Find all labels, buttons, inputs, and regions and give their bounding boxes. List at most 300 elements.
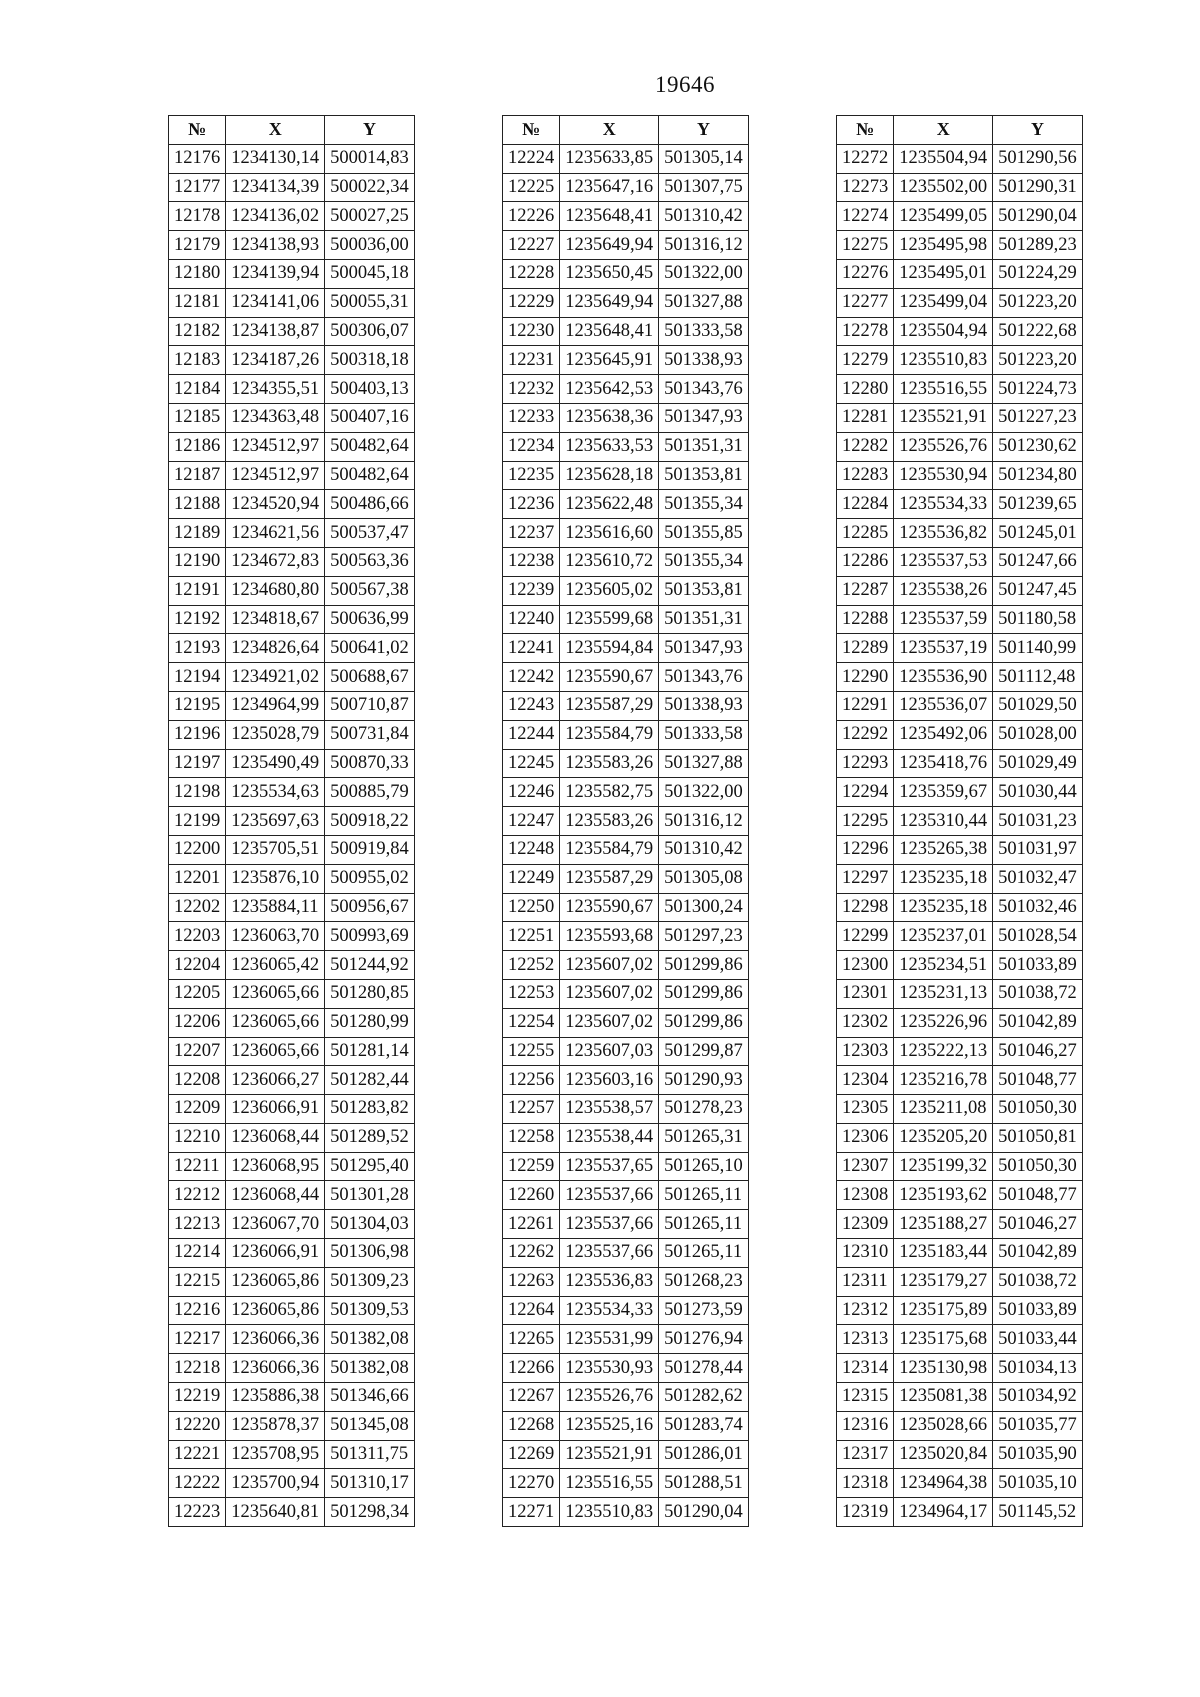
cell-x: 1234512,97 <box>226 432 325 461</box>
cell-y: 501038,72 <box>993 1267 1083 1296</box>
cell-y: 501351,31 <box>659 432 749 461</box>
coordinate-table-1 <box>168 115 415 1527</box>
cell-x: 1234136,02 <box>226 202 325 231</box>
cell-y: 501327,88 <box>659 749 749 778</box>
cell-x: 1235504,94 <box>894 144 993 173</box>
cell-x: 1235495,98 <box>894 231 993 260</box>
table-row <box>169 951 415 980</box>
cell-no: 12189 <box>169 519 226 548</box>
cell-y: 500956,67 <box>325 893 415 922</box>
cell-y: 500036,00 <box>325 231 415 260</box>
cell-x: 1235587,29 <box>560 691 659 720</box>
cell-y: 501029,49 <box>993 749 1083 778</box>
cell-x: 1235222,13 <box>894 1037 993 1066</box>
cell-no: 12263 <box>503 1267 560 1296</box>
cell-x: 1234680,80 <box>226 576 325 605</box>
table-row <box>837 1296 1083 1325</box>
cell-y: 501145,52 <box>993 1498 1083 1527</box>
cell-no: 12295 <box>837 807 894 836</box>
table-row <box>503 519 749 548</box>
cell-no: 12197 <box>169 749 226 778</box>
table-row <box>169 1037 415 1066</box>
cell-y: 501333,58 <box>659 720 749 749</box>
cell-x: 1235700,94 <box>226 1469 325 1498</box>
table-row <box>169 1354 415 1383</box>
cell-x: 1235648,41 <box>560 317 659 346</box>
cell-x: 1235537,66 <box>560 1210 659 1239</box>
cell-no: 12191 <box>169 576 226 605</box>
cell-y: 501316,12 <box>659 231 749 260</box>
cell-x: 1235510,83 <box>894 346 993 375</box>
table-row <box>169 1181 415 1210</box>
cell-x: 1235884,11 <box>226 893 325 922</box>
table-row <box>503 432 749 461</box>
cell-x: 1235538,57 <box>560 1095 659 1124</box>
cell-no: 12270 <box>503 1469 560 1498</box>
cell-no: 12257 <box>503 1095 560 1124</box>
cell-no: 12231 <box>503 346 560 375</box>
cell-x: 1234621,56 <box>226 519 325 548</box>
cell-y: 500403,13 <box>325 375 415 404</box>
table-row <box>503 893 749 922</box>
table-row <box>837 807 1083 836</box>
cell-x: 1235590,67 <box>560 663 659 692</box>
cell-y: 501280,99 <box>325 1008 415 1037</box>
table-row <box>837 605 1083 634</box>
cell-no: 12262 <box>503 1239 560 1268</box>
cell-no: 12213 <box>169 1210 226 1239</box>
cell-x: 1235603,16 <box>560 1066 659 1095</box>
cell-x: 1236065,66 <box>226 979 325 1008</box>
table-row <box>837 1123 1083 1152</box>
cell-x: 1235237,01 <box>894 922 993 951</box>
table-row <box>169 288 415 317</box>
header-y: Y <box>659 116 749 145</box>
table-row <box>169 490 415 519</box>
cell-no: 12186 <box>169 432 226 461</box>
cell-y: 501028,00 <box>993 720 1083 749</box>
cell-no: 12222 <box>169 1469 226 1498</box>
table-row <box>837 1095 1083 1124</box>
cell-no: 12193 <box>169 634 226 663</box>
cell-x: 1234964,99 <box>226 691 325 720</box>
table-row <box>503 461 749 490</box>
table-row <box>503 231 749 260</box>
cell-no: 12312 <box>837 1296 894 1325</box>
cell-x: 1235521,91 <box>560 1440 659 1469</box>
table-row <box>503 1411 749 1440</box>
cell-y: 501033,89 <box>993 951 1083 980</box>
cell-x: 1236066,36 <box>226 1354 325 1383</box>
cell-y: 501265,31 <box>659 1123 749 1152</box>
cell-no: 12311 <box>837 1267 894 1296</box>
header-no: № <box>503 116 560 145</box>
cell-no: 12306 <box>837 1123 894 1152</box>
cell-no: 12204 <box>169 951 226 980</box>
table-row <box>503 663 749 692</box>
cell-x: 1234134,39 <box>226 173 325 202</box>
cell-x: 1235705,51 <box>226 835 325 864</box>
cell-x: 1235531,99 <box>560 1325 659 1354</box>
table-row <box>837 1411 1083 1440</box>
table-row <box>503 1296 749 1325</box>
cell-y: 501265,11 <box>659 1210 749 1239</box>
cell-x: 1235211,08 <box>894 1095 993 1124</box>
cell-x: 1235175,89 <box>894 1296 993 1325</box>
table-row <box>169 1239 415 1268</box>
cell-y: 501050,30 <box>993 1152 1083 1181</box>
cell-x: 1236063,70 <box>226 922 325 951</box>
table-row <box>503 1325 749 1354</box>
table-row <box>503 1267 749 1296</box>
table-row <box>837 547 1083 576</box>
cell-x: 1236065,66 <box>226 1037 325 1066</box>
cell-y: 501306,98 <box>325 1239 415 1268</box>
header-x: X <box>560 116 659 145</box>
cell-y: 501290,04 <box>993 202 1083 231</box>
cell-x: 1234139,94 <box>226 259 325 288</box>
cell-x: 1235516,55 <box>560 1469 659 1498</box>
table-row <box>837 922 1083 951</box>
table-row <box>503 1239 749 1268</box>
table-row <box>503 778 749 807</box>
cell-y: 501347,93 <box>659 403 749 432</box>
cell-no: 12290 <box>837 663 894 692</box>
cell-y: 501355,34 <box>659 490 749 519</box>
cell-y: 501355,34 <box>659 547 749 576</box>
cell-no: 12185 <box>169 403 226 432</box>
cell-no: 12180 <box>169 259 226 288</box>
table-row <box>169 720 415 749</box>
table-row <box>503 1037 749 1066</box>
cell-no: 12217 <box>169 1325 226 1354</box>
cell-no: 12243 <box>503 691 560 720</box>
table-row <box>503 1123 749 1152</box>
cell-x: 1235605,02 <box>560 576 659 605</box>
cell-y: 501112,48 <box>993 663 1083 692</box>
cell-y: 501347,93 <box>659 634 749 663</box>
table-row <box>169 1411 415 1440</box>
table-row <box>837 403 1083 432</box>
cell-x: 1234826,64 <box>226 634 325 663</box>
table-row <box>169 605 415 634</box>
cell-y: 500885,79 <box>325 778 415 807</box>
cell-no: 12229 <box>503 288 560 317</box>
cell-y: 501033,89 <box>993 1296 1083 1325</box>
cell-y: 500710,87 <box>325 691 415 720</box>
cell-y: 501322,00 <box>659 778 749 807</box>
cell-x: 1235607,02 <box>560 979 659 1008</box>
cell-y: 501230,62 <box>993 432 1083 461</box>
table-row <box>503 490 749 519</box>
cell-y: 500407,16 <box>325 403 415 432</box>
cell-y: 501289,23 <box>993 231 1083 260</box>
cell-x: 1235265,38 <box>894 835 993 864</box>
table-row <box>837 1239 1083 1268</box>
cell-x: 1235536,07 <box>894 691 993 720</box>
cell-x: 1235642,53 <box>560 375 659 404</box>
cell-x: 1235183,44 <box>894 1239 993 1268</box>
cell-y: 501234,80 <box>993 461 1083 490</box>
cell-no: 12296 <box>837 835 894 864</box>
cell-x: 1235205,20 <box>894 1123 993 1152</box>
cell-no: 12250 <box>503 893 560 922</box>
table-row <box>503 202 749 231</box>
cell-no: 12267 <box>503 1383 560 1412</box>
table-row <box>169 1440 415 1469</box>
cell-no: 12254 <box>503 1008 560 1037</box>
cell-x: 1235020,84 <box>894 1440 993 1469</box>
cell-y: 501295,40 <box>325 1152 415 1181</box>
cell-no: 12181 <box>169 288 226 317</box>
cell-no: 12183 <box>169 346 226 375</box>
cell-no: 12268 <box>503 1411 560 1440</box>
cell-y: 500482,64 <box>325 461 415 490</box>
cell-y: 500055,31 <box>325 288 415 317</box>
cell-no: 12223 <box>169 1498 226 1527</box>
cell-y: 501282,62 <box>659 1383 749 1412</box>
cell-y: 500919,84 <box>325 835 415 864</box>
cell-x: 1235649,94 <box>560 231 659 260</box>
cell-y: 501290,56 <box>993 144 1083 173</box>
cell-x: 1236066,91 <box>226 1239 325 1268</box>
cell-x: 1235537,66 <box>560 1239 659 1268</box>
cell-no: 12192 <box>169 605 226 634</box>
cell-no: 12285 <box>837 519 894 548</box>
cell-x: 1235645,91 <box>560 346 659 375</box>
cell-no: 12240 <box>503 605 560 634</box>
cell-x: 1235584,79 <box>560 835 659 864</box>
cell-no: 12281 <box>837 403 894 432</box>
cell-y: 500641,02 <box>325 634 415 663</box>
cell-y: 501273,59 <box>659 1296 749 1325</box>
cell-no: 12258 <box>503 1123 560 1152</box>
cell-x: 1234921,02 <box>226 663 325 692</box>
table-row <box>169 634 415 663</box>
table-row <box>837 749 1083 778</box>
table-row <box>837 835 1083 864</box>
cell-no: 12304 <box>837 1066 894 1095</box>
cell-no: 12178 <box>169 202 226 231</box>
cell-y: 501244,92 <box>325 951 415 980</box>
cell-x: 1235310,44 <box>894 807 993 836</box>
cell-no: 12219 <box>169 1383 226 1412</box>
cell-no: 12194 <box>169 663 226 692</box>
cell-no: 12278 <box>837 317 894 346</box>
cell-y: 501280,85 <box>325 979 415 1008</box>
table-row <box>837 231 1083 260</box>
cell-x: 1235235,18 <box>894 864 993 893</box>
cell-no: 12228 <box>503 259 560 288</box>
cell-x: 1234187,26 <box>226 346 325 375</box>
cell-no: 12196 <box>169 720 226 749</box>
cell-x: 1235593,68 <box>560 922 659 951</box>
cell-x: 1235590,67 <box>560 893 659 922</box>
cell-no: 12187 <box>169 461 226 490</box>
cell-x: 1236065,86 <box>226 1296 325 1325</box>
table-row <box>503 1469 749 1498</box>
cell-x: 1235495,01 <box>894 259 993 288</box>
cell-x: 1235599,68 <box>560 605 659 634</box>
cell-y: 501282,44 <box>325 1066 415 1095</box>
cell-y: 501299,86 <box>659 1008 749 1037</box>
cell-y: 500563,36 <box>325 547 415 576</box>
cell-x: 1235534,33 <box>560 1296 659 1325</box>
cell-no: 12261 <box>503 1210 560 1239</box>
cell-x: 1235216,78 <box>894 1066 993 1095</box>
table-row <box>169 691 415 720</box>
cell-y: 501290,04 <box>659 1498 749 1527</box>
cell-x: 1235418,76 <box>894 749 993 778</box>
cell-x: 1235130,98 <box>894 1354 993 1383</box>
table-row <box>503 1152 749 1181</box>
cell-x: 1235583,26 <box>560 749 659 778</box>
table-row <box>169 1066 415 1095</box>
table-row <box>169 519 415 548</box>
cell-x: 1236068,44 <box>226 1181 325 1210</box>
table-row <box>503 259 749 288</box>
cell-y: 501311,75 <box>325 1440 415 1469</box>
cell-x: 1235878,37 <box>226 1411 325 1440</box>
cell-y: 501222,68 <box>993 317 1083 346</box>
cell-y: 501028,54 <box>993 922 1083 951</box>
cell-no: 12294 <box>837 778 894 807</box>
cell-y: 501042,89 <box>993 1008 1083 1037</box>
cell-x: 1234818,67 <box>226 605 325 634</box>
cell-y: 500486,66 <box>325 490 415 519</box>
cell-y: 501268,23 <box>659 1267 749 1296</box>
cell-x: 1235234,51 <box>894 951 993 980</box>
cell-y: 501038,72 <box>993 979 1083 1008</box>
cell-no: 12208 <box>169 1066 226 1095</box>
table-row <box>503 749 749 778</box>
cell-no: 12298 <box>837 893 894 922</box>
cell-x: 1235622,48 <box>560 490 659 519</box>
cell-y: 501223,20 <box>993 288 1083 317</box>
table-row <box>503 375 749 404</box>
cell-x: 1235638,36 <box>560 403 659 432</box>
table-row <box>837 1008 1083 1037</box>
cell-y: 501046,27 <box>993 1037 1083 1066</box>
cell-no: 12303 <box>837 1037 894 1066</box>
table-row <box>503 691 749 720</box>
table-row <box>503 1354 749 1383</box>
cell-x: 1235510,83 <box>560 1498 659 1527</box>
table-row <box>837 490 1083 519</box>
table-row <box>503 951 749 980</box>
table-row <box>837 979 1083 1008</box>
cell-y: 501290,93 <box>659 1066 749 1095</box>
cell-x: 1235499,05 <box>894 202 993 231</box>
cell-x: 1235499,04 <box>894 288 993 317</box>
cell-x: 1235199,32 <box>894 1152 993 1181</box>
cell-no: 12255 <box>503 1037 560 1066</box>
cell-no: 12310 <box>837 1239 894 1268</box>
cell-x: 1236065,66 <box>226 1008 325 1037</box>
cell-y: 501310,42 <box>659 835 749 864</box>
cell-no: 12241 <box>503 634 560 663</box>
cell-y: 500567,38 <box>325 576 415 605</box>
cell-no: 12238 <box>503 547 560 576</box>
cell-y: 501276,94 <box>659 1325 749 1354</box>
cell-y: 501305,08 <box>659 864 749 893</box>
cell-y: 500318,18 <box>325 346 415 375</box>
table-row <box>503 576 749 605</box>
cell-no: 12199 <box>169 807 226 836</box>
cell-no: 12247 <box>503 807 560 836</box>
cell-no: 12209 <box>169 1095 226 1124</box>
table-header-row <box>837 116 1083 145</box>
table-row <box>837 259 1083 288</box>
cell-no: 12226 <box>503 202 560 231</box>
cell-x: 1236068,44 <box>226 1123 325 1152</box>
cell-no: 12220 <box>169 1411 226 1440</box>
cell-no: 12235 <box>503 461 560 490</box>
cell-x: 1235516,55 <box>894 375 993 404</box>
cell-no: 12218 <box>169 1354 226 1383</box>
cell-y: 500688,67 <box>325 663 415 692</box>
cell-no: 12280 <box>837 375 894 404</box>
table-row <box>837 1325 1083 1354</box>
cell-x: 1235610,72 <box>560 547 659 576</box>
cell-x: 1235708,95 <box>226 1440 325 1469</box>
cell-no: 12260 <box>503 1181 560 1210</box>
cell-y: 501351,31 <box>659 605 749 634</box>
cell-no: 12206 <box>169 1008 226 1037</box>
cell-x: 1235188,27 <box>894 1210 993 1239</box>
table-row <box>169 749 415 778</box>
table-row <box>169 979 415 1008</box>
cell-no: 12277 <box>837 288 894 317</box>
cell-x: 1235607,02 <box>560 951 659 980</box>
table-row <box>503 605 749 634</box>
cell-y: 501286,01 <box>659 1440 749 1469</box>
table-row <box>837 951 1083 980</box>
cell-y: 501297,23 <box>659 922 749 951</box>
table-row <box>503 547 749 576</box>
cell-no: 12190 <box>169 547 226 576</box>
cell-no: 12230 <box>503 317 560 346</box>
cell-y: 501345,08 <box>325 1411 415 1440</box>
table-row <box>837 1383 1083 1412</box>
cell-no: 12318 <box>837 1469 894 1498</box>
table-row <box>169 1123 415 1152</box>
cell-no: 12179 <box>169 231 226 260</box>
cell-x: 1235502,00 <box>894 173 993 202</box>
cell-y: 501048,77 <box>993 1181 1083 1210</box>
cell-y: 501278,44 <box>659 1354 749 1383</box>
cell-y: 500731,84 <box>325 720 415 749</box>
cell-y: 501034,13 <box>993 1354 1083 1383</box>
cell-y: 501299,86 <box>659 951 749 980</box>
cell-x: 1234520,94 <box>226 490 325 519</box>
cell-x: 1234964,38 <box>894 1469 993 1498</box>
cell-no: 12224 <box>503 144 560 173</box>
cell-no: 12182 <box>169 317 226 346</box>
table-row <box>169 1267 415 1296</box>
cell-no: 12214 <box>169 1239 226 1268</box>
table-row <box>837 864 1083 893</box>
cell-x: 1236066,27 <box>226 1066 325 1095</box>
cell-y: 501310,17 <box>325 1469 415 1498</box>
cell-no: 12316 <box>837 1411 894 1440</box>
cell-y: 500014,83 <box>325 144 415 173</box>
cell-y: 501309,53 <box>325 1296 415 1325</box>
cell-y: 501239,65 <box>993 490 1083 519</box>
cell-y: 501382,08 <box>325 1325 415 1354</box>
table-row <box>837 720 1083 749</box>
table-row <box>169 835 415 864</box>
